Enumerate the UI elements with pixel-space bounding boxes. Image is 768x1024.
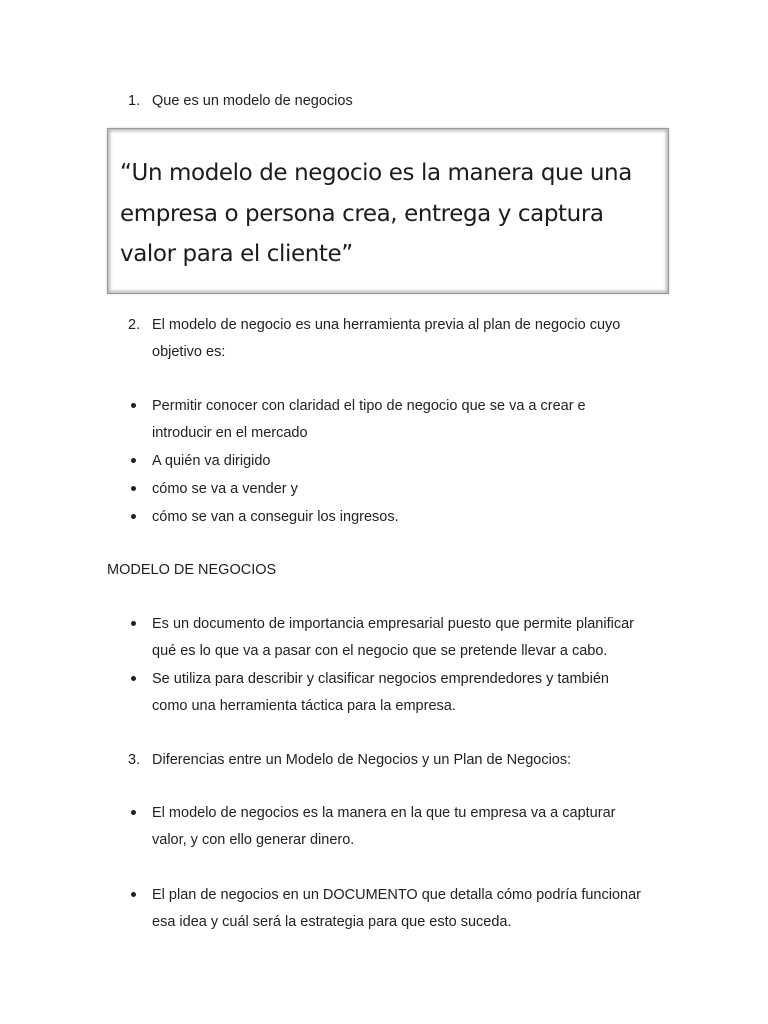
section-heading-modelo: MODELO DE NEGOCIOS: [107, 562, 277, 578]
list-item: qué es lo que va a pasar con el negocio que se pretende llevar a cabo.: [152, 643, 608, 659]
bullet-dot: [131, 810, 136, 815]
bullet-dot: [131, 403, 136, 408]
bullet-dot: [131, 486, 136, 491]
bullet-dot: [131, 892, 136, 897]
list-item: valor, y con ello generar dinero.: [152, 832, 355, 848]
list-number-2: 2.: [128, 317, 141, 333]
quote-image: [107, 128, 669, 294]
bullet-dot: [131, 458, 136, 463]
list-item: A quién va dirigido: [152, 453, 271, 469]
section-heading-1: Que es un modelo de negocios: [152, 93, 353, 109]
list-item: Se utiliza para describir y clasificar negocios emprendedores y también: [152, 671, 609, 687]
list-item: El plan de negocios en un DOCUMENTO que detalla cómo podría funcionar: [152, 887, 641, 903]
list-item: introducir en el mercado: [152, 425, 308, 441]
quote-line: valor para el cliente”: [120, 241, 353, 267]
list-number-1: 1.: [128, 93, 141, 109]
list-item: cómo se van a conseguir los ingresos.: [152, 509, 399, 525]
bullet-dot: [131, 676, 136, 681]
quote-line: empresa o persona crea, entrega y captura: [120, 200, 604, 227]
list-item: Es un documento de importancia empresarial puesto que permite planificar: [152, 616, 634, 632]
quote-line: “Un modelo de negocio es la manera que una: [120, 160, 632, 186]
list-item: El modelo de negocios es la manera en la que tu empresa va a capturar: [152, 805, 616, 821]
section-heading-3: Diferencias entre un Modelo de Negocios y un Plan de Negocios:: [152, 752, 572, 768]
section-text-2: El modelo de negocio es una herramienta previa al plan de negocio cuyo: [152, 317, 621, 333]
list-number-3: 3.: [128, 752, 141, 768]
list-item: esa idea y cuál será la estrategia para que esto suceda.: [152, 914, 512, 930]
list-item: cómo se va a vender y: [152, 481, 298, 497]
bullet-dot: [131, 621, 136, 626]
list-item: como una herramienta táctica para la empresa.: [152, 698, 456, 714]
bullet-dot: [131, 514, 136, 519]
quote-text: [120, 153, 665, 275]
list-item: Permitir conocer con claridad el tipo de negocio que se va a crear e: [152, 398, 586, 414]
section-text-2: objetivo es:: [152, 344, 226, 360]
